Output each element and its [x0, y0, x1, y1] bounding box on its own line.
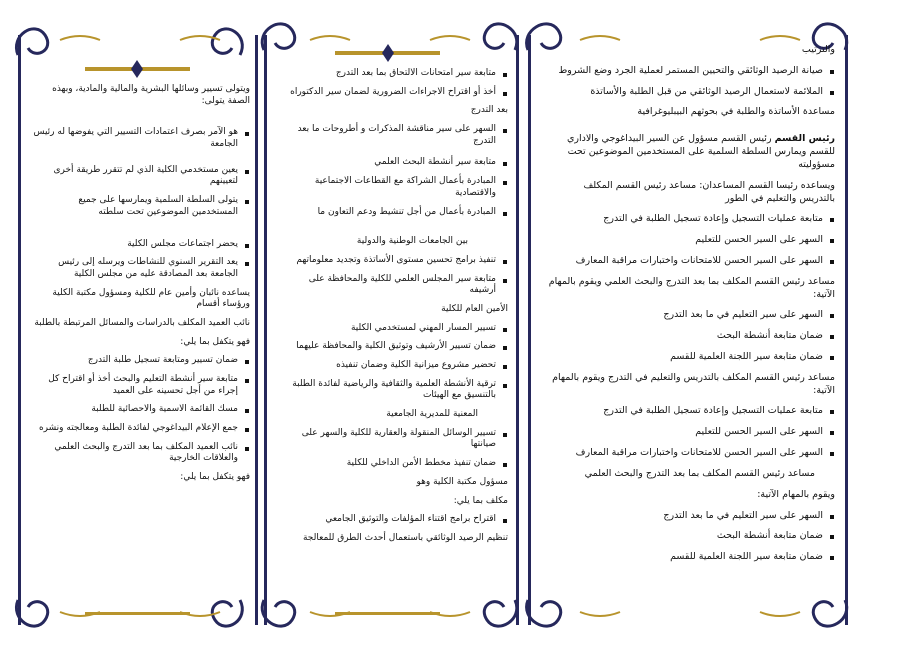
list-item: السهر على السير الحسن للتعليم	[545, 426, 835, 439]
text-line: مساعدة الأساتذة والطلبة في بحوثهم البيبليوغرافية	[637, 106, 835, 118]
text-line: المعنية للمديرية الجامعية	[386, 409, 478, 420]
list-item: ضمان متابعة سير اللجنة العلمية للقسم	[545, 551, 835, 564]
text-line: يساعده نائبان وأمين عام للكلية ومسؤول مكتبة الكلية ورؤساء أقسام	[52, 287, 250, 310]
list-item: السهر على سير التعليم في ما بعد التدرج	[545, 309, 835, 322]
list-item: هو الآمر بصرف اعتمادات التسيير التي يفوضها له رئيس الجامعة	[30, 127, 250, 150]
list-item: نائب العميد المكلف بما بعد التدرج والبحث العلمي والعلاقات الخارجية	[30, 442, 250, 465]
list-a	[545, 213, 835, 267]
list-item: المبادرة بأعمال من أجل تنشيط ودعم التعاون ما	[280, 207, 508, 219]
list-b	[280, 124, 508, 218]
list-item: متابعة سير أنشطة التعليم والبحث أخذ أو اقتراح كل إجراء من أجل تحسينه على العميد	[30, 374, 250, 397]
list-item: متابعة سير امتحانات الالتحاق بما بعد التدرج	[280, 68, 508, 80]
list-item: الملائمة لاستعمال الرصيد الوثائقي من قبل الطلبة والأساتذة	[545, 86, 835, 99]
list-c	[30, 355, 250, 465]
list-a	[30, 127, 250, 218]
list-item: متابعة عمليات التسجيل وإعادة تسجيل الطلبة في التدرج	[545, 405, 835, 418]
list-item: يعين مستخدمي الكلية الذي لم تتقرر طريقة أخرى لتعيينهم	[30, 165, 250, 188]
left-column	[30, 84, 250, 491]
text-line: الأمين العام للكلية	[441, 303, 508, 314]
list-item: ضمان متابعة سير اللجنة العلمية للقسم	[545, 351, 835, 364]
para-c: مساعد رئيس القسم المكلف بالتدريس والتعليم في التدرج ويقوم بالمهام الآتية:	[552, 371, 835, 396]
head-text: رئيس القسم مسؤول عن السير البيداغوجي والاداري للقسم ويمارس السلطة السلمية على المستخدمين الموضوعين تحت مسؤوليته	[566, 133, 835, 170]
list-item: متابعة سير أنشطة البحث العلمي	[280, 157, 508, 169]
list-item: متابعة عمليات التسجيل وإعادة تسجيل الطلبة في التدرج	[545, 213, 835, 226]
list-item: مسك القائمة الاسمية والاحصائية للطلبة	[30, 404, 250, 416]
list-c	[280, 255, 508, 297]
list-item: يتولى السلطة السلمية ويمارسها على جميع المستخدمين الموضوعين تحت سلطته	[30, 195, 250, 218]
list-item: السهر على السير الحسن للتعليم	[545, 234, 835, 247]
head-label: رئيس القسم	[774, 133, 835, 145]
middle-column	[280, 68, 508, 552]
list-item: ضمان متابعة أنشطة البحث	[545, 330, 835, 343]
list-e	[280, 428, 508, 470]
list-item: المبادرة بأعمال الشراكة مع القطاعات الاجتماعية والاقتصادية	[280, 176, 508, 199]
list-item: تسيير المسار المهني لمستخدمي الكلية	[280, 323, 508, 335]
list-item: السهر على السير الحسن للامتحانات واختبارات مراقبة المعارف	[545, 255, 835, 268]
list-b	[30, 239, 250, 281]
list-e	[545, 510, 835, 564]
text-line: نائب العميد المكلف بالدراسات والمسائل المرتبطة بالطلبة	[34, 317, 250, 328]
list-item: ضمان متابعة أنشطة البحث	[545, 530, 835, 543]
list-item: اقتراح برامج اقتناء المؤلفات والتوثيق الجامعي	[280, 514, 508, 526]
text-line: مكلف بما يلي:	[453, 495, 508, 506]
head-paragraph	[545, 133, 835, 171]
list-c	[545, 405, 835, 459]
text-line: بعد التدرج	[470, 105, 508, 116]
text-line: والترتيب	[801, 44, 835, 55]
list-item: يعد التقرير السنوي للنشاطات ويرسله إلى رئيس الجامعة بعد المصادقة عليه من مجلس الكلية	[30, 257, 250, 280]
list-item: تسيير الوسائل المنقولة والعقارية للكلية والسهر على صيانتها	[280, 428, 508, 451]
top-list	[545, 65, 835, 99]
list-item: تنفيذ برامج تحسين مستوى الأساتذة وتجديد معلوماتهم	[280, 255, 508, 267]
list-item: ضمان تسيير ومتابعة تسجيل طلبة التدرج	[30, 355, 250, 367]
list-a	[280, 68, 508, 98]
list-d	[280, 323, 508, 402]
list-item: ضمان تنفيذ مخطط الأمن الداخلي للكلية	[280, 458, 508, 470]
text-line: تنظيم الرصيد الوثائقي باستعمال أحدث الطرق للمعالجة	[302, 532, 508, 543]
list-item: السهر على السير الحسن للامتحانات واختبارات مراقبة المعارف	[545, 447, 835, 460]
text-line: ويتولى تسيير وسائلها البشرية والمالية والمادية، وبهذه الصفة يتولى:	[52, 84, 250, 106]
list-item: تحضير مشروع ميزانية الكلية وضمان تنفيذه	[280, 360, 508, 372]
para-d: مساعد رئيس القسم المكلف بما بعد التدرج والبحث العلمي	[584, 467, 815, 479]
text-line: بين الجامعات الوطنية والدولية	[356, 236, 468, 247]
list-item: ضمان تسيير الأرشيف وتوثيق الكلية والمحافظة عليهما	[280, 341, 508, 353]
text-line: فهو يتكفل بما يلي:	[180, 472, 250, 483]
text-line: مسؤول مكتبة الكلية وهو	[416, 476, 508, 487]
para-b: مساعد رئيس القسم المكلف بما بعد التدرج والبحث العلمي ويقوم بالمهام الآتية:	[548, 275, 835, 300]
list-item: يحضر اجتماعات مجلس الكلية	[30, 239, 250, 251]
para-e: ويقوم بالمهام الآتية:	[757, 488, 835, 500]
right-column	[545, 44, 835, 572]
list-item: صيانة الرصيد الوثائقي والتحيين المستمر لعملية الجرد وضع الشروط	[545, 65, 835, 78]
list-item: السهر على سير مناقشة المذكرات و أطروحات ما بعد التدرج	[280, 124, 508, 147]
list-item: السهر على سير التعليم في ما بعد التدرج	[545, 510, 835, 523]
list-item: ترقية الأنشطة العلمية والثقافية والرياضية لفائدة الطلبة بالتنسيق مع الهيئات	[280, 379, 508, 402]
list-b	[545, 309, 835, 363]
text-line: فهو يتكفل بما يلي:	[180, 336, 250, 347]
list-item: متابعة سير المجلس العلمي للكلية والمحافظة على أرشيفه	[280, 274, 508, 297]
list-item: أخذ أو اقتراح الاجراءات الضرورية لضمان سير الدكتوراه	[280, 87, 508, 99]
list-f	[280, 514, 508, 526]
assistant-intro: ويساعده رئيسا القسم المساعدان: مساعد رئيس القسم المكلف بالتدريس والتعليم في الطور	[583, 179, 835, 204]
list-item: جمع الإعلام البيداغوجي لفائدة الطلبة ومعالجته ونشره	[30, 423, 250, 435]
